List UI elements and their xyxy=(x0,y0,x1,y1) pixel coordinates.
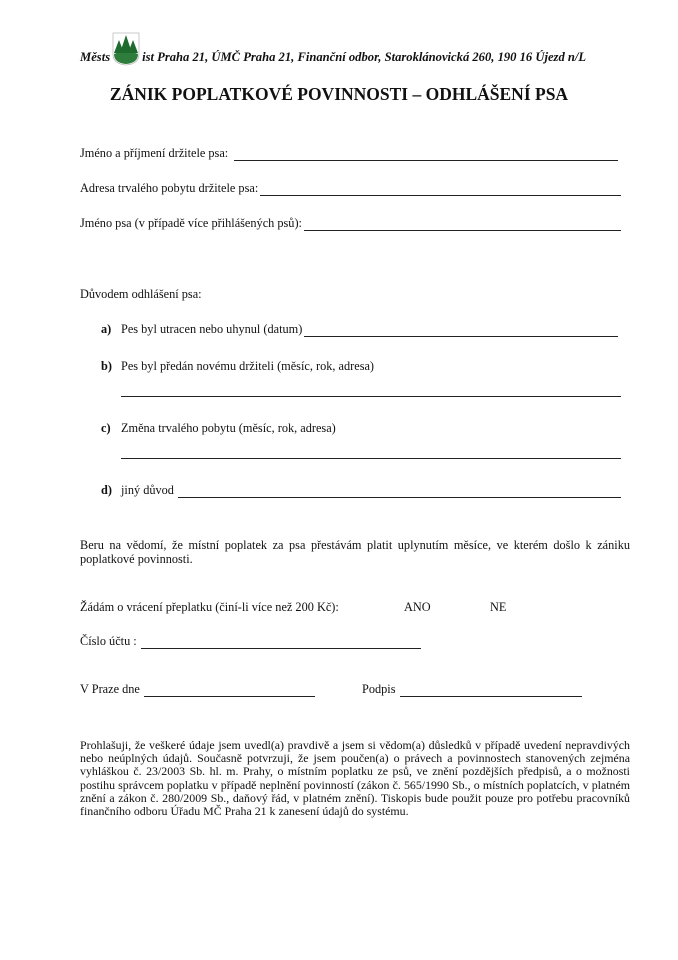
holder-address-field[interactable] xyxy=(80,181,621,196)
header-text-start: Městs xyxy=(80,49,111,64)
declaration-text: Prohlašuji, že veškeré údaje jsem uvedl(a) pravdivě a jsem si vědom(a) důsledků v případě uvedení nepravdivých nebo neúplných údajů. Současně potvrzuji, že jsem poučen(a) o právech a povinnostech stanovených zejména vyhláškou č. 23/2003 Sb. hl. m. Prahy, o místním poplatku ze psů, ve znění pozdějších předpisů, a o možnosti postihu správcem poplatku v případě neplnění povinností (zákon č. 565/1990 Sb., o místních poplatcích, v platném znění a zákon č. 280/2009 Sb., daňový řád, v platném znění). Tiskopis bude použit pouze pro potřebu pracovníků finančního odboru Úřadu MČ Praha 21 k zanesení údajů do systému. xyxy=(80,738,630,819)
date-label: V Praze dne xyxy=(80,682,140,696)
reason-b xyxy=(101,359,374,374)
notice-text: Beru na vědomí, že místní poplatek za psa přestávám platit uplynutím měsíce, ve kterém došlo k zániku poplatkové povinnosti. xyxy=(80,538,630,566)
reason-d-input[interactable] xyxy=(178,487,621,498)
signature-label: Podpis xyxy=(362,682,396,696)
reason-c-label: c) xyxy=(101,421,111,435)
reason-a-input[interactable] xyxy=(304,326,618,337)
reason-a[interactable] xyxy=(101,322,618,337)
holder-name-field[interactable] xyxy=(80,146,618,161)
reason-b-label: b) xyxy=(101,359,112,373)
reason-b-text: Pes byl předán novému držiteli (měsíc, rok, adresa) xyxy=(121,359,375,373)
reason-c-input[interactable] xyxy=(121,458,621,459)
refund-question xyxy=(80,600,339,615)
reasons-heading: Důvodem odhlášení psa: xyxy=(80,287,202,301)
reason-a-label: a) xyxy=(101,322,112,336)
holder-address-input[interactable] xyxy=(260,185,621,196)
holder-address-label: Adresa trvalého pobytu držitele psa: xyxy=(80,181,259,195)
reason-d-text: jiný důvod xyxy=(121,483,174,497)
holder-name-label: Jméno a příjmení držitele psa: xyxy=(80,146,229,160)
signature-input[interactable] xyxy=(400,686,583,697)
reason-c-text: Změna trvalého pobytu (měsíc, rok, adresa) xyxy=(121,421,336,435)
refund-question-text: Žádám o vrácení přeplatku (činí-li více než 200 Kč): xyxy=(80,600,339,614)
header-text-end: ist Praha 21, ÚMČ Praha 21, Finanční odbor, Staroklánovická 260, 190 16 Újezd n/L xyxy=(142,49,587,64)
reason-c xyxy=(101,421,336,436)
refund-no-option[interactable]: NE xyxy=(490,600,507,614)
reason-b-input[interactable] xyxy=(121,396,621,397)
refund-yes-option[interactable]: ANO xyxy=(404,600,431,614)
date-field[interactable] xyxy=(80,682,315,697)
dog-name-label: Jméno psa (v případě více přihlášených psů): xyxy=(80,216,302,230)
page-title: ZÁNIK POPLATKOVÉ POVINNOSTI – ODHLÁŠENÍ PSA xyxy=(109,84,569,104)
reason-d[interactable] xyxy=(101,483,621,498)
account-number-label: Číslo účtu : xyxy=(80,634,137,648)
dog-name-input[interactable] xyxy=(304,220,621,231)
header-address xyxy=(80,40,586,74)
holder-name-input[interactable] xyxy=(234,150,618,161)
date-input[interactable] xyxy=(144,686,315,697)
reason-d-label: d) xyxy=(101,483,112,497)
coat-of-arms-logo xyxy=(112,32,140,66)
reason-a-text: Pes byl utracen nebo uhynul (datum) xyxy=(121,322,303,336)
dog-name-field[interactable] xyxy=(80,216,621,231)
account-number-input[interactable] xyxy=(141,638,421,649)
signature-field[interactable] xyxy=(362,682,582,697)
account-number-field[interactable] xyxy=(80,634,421,649)
